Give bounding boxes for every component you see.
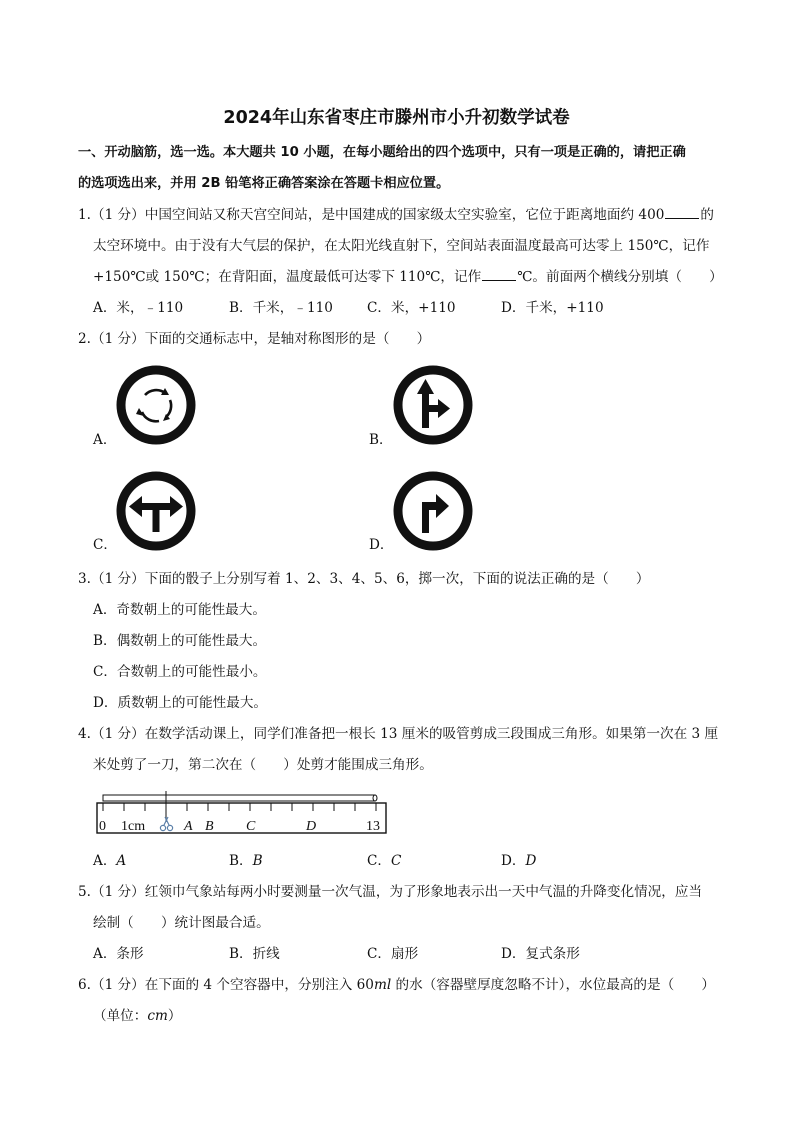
- q1-line1-end: 的: [700, 207, 714, 223]
- q2-stem: 2.（1 分）下面的交通标志中，是轴对称图形的是（ ）: [78, 331, 431, 347]
- q5-option-d[interactable]: D．复式条形: [501, 946, 580, 962]
- q3-option-b[interactable]: B．偶数朝上的可能性最大。: [93, 633, 267, 649]
- turn-right-icon[interactable]: [392, 470, 474, 552]
- q1-option-d[interactable]: D．千米，+110: [501, 300, 604, 316]
- q4-line1: 4.（1 分）在数学活动课上，同学们准备把一根长 13 厘米的吸管剪成三段围成三角形。如果第一次在 3 厘: [78, 726, 719, 742]
- q4-option-d[interactable]: [501, 852, 536, 870]
- q3-stem: 3.（1 分）下面的骰子上分别写着 1、2、3、4、5、6，掷一次，下面的说法正确的是（ ）: [78, 571, 650, 587]
- q4-option-b-label: B．: [229, 853, 253, 869]
- q3-option-c[interactable]: C．合数朝上的可能性最小。: [93, 664, 267, 680]
- q5-option-a[interactable]: A．条形: [93, 946, 144, 962]
- q4-option-d-label: D．: [501, 853, 526, 869]
- ruler-figure: [96, 790, 388, 836]
- left-or-right-icon[interactable]: [115, 470, 197, 552]
- q5-line1: 5.（1 分）红领巾气象站每两小时要测量一次气温，为了形象地表示出一天中气温的升降变化情况，应当: [78, 884, 703, 900]
- q2-option-d[interactable]: D．: [369, 537, 394, 553]
- q4-option-a[interactable]: [93, 852, 126, 870]
- ruler-label-zero: 0: [99, 819, 106, 834]
- q1-blank-2[interactable]: [482, 268, 516, 281]
- q2-option-a[interactable]: A．: [93, 432, 117, 448]
- q3-option-d[interactable]: D．质数朝上的可能性最大。: [93, 695, 268, 711]
- q1-line3-text: +150℃或 150℃；在背阳面，温度最低可达零下 110℃，记作: [93, 269, 482, 285]
- q1-option-a[interactable]: A．米，﹣110: [93, 300, 184, 316]
- ruler-label-d: D: [306, 819, 317, 834]
- q1-line3-end: ℃。前面两个横线分别填（ ）: [517, 269, 723, 285]
- q4-option-b[interactable]: [229, 852, 263, 870]
- q4-option-a-value: A: [116, 853, 127, 869]
- ruler-label-b: B: [205, 819, 214, 834]
- q6-unit-prefix: （单位：: [93, 1008, 148, 1024]
- ruler-label-c: C: [246, 819, 256, 834]
- q6-unit-ml: ml: [373, 977, 392, 993]
- section-heading-line2: 的选项选出来，并用 2B 铅笔将正确答案涂在答题卡相应位置。: [78, 176, 450, 191]
- q1-line2: 太空环境中。由于没有大气层的保护，在太阳光线直射下，空间站表面温度最高可达零上 150℃，记作: [93, 238, 710, 254]
- q5-line2: 绘制（ ）统计图最合适。: [93, 915, 270, 931]
- q6-line1-end: 的水（容器壁厚度忽略不计），水位最高的是（ ）: [391, 977, 715, 993]
- q2-option-b[interactable]: B．: [369, 432, 393, 448]
- q4-option-a-label: A．: [93, 853, 117, 869]
- q6-line2: [93, 1007, 181, 1025]
- q4-option-d-value: D: [525, 853, 537, 869]
- q5-option-b[interactable]: B．折线: [229, 946, 280, 962]
- q6-unit-cm: cm: [147, 1008, 168, 1024]
- q4-option-b-value: B: [252, 853, 263, 869]
- q1-option-c[interactable]: C．米，+110: [367, 300, 456, 316]
- q1-line1-text: 1.（1 分）中国空间站又称天宫空间站，是中国建成的国家级太空实验室，它位于距离地面约 400: [78, 207, 665, 223]
- q1-blank-1[interactable]: [665, 206, 699, 219]
- q5-option-c[interactable]: C．扇形: [367, 946, 419, 962]
- q4-option-c-label: C．: [367, 853, 391, 869]
- ruler-label-unit: 1cm: [121, 819, 146, 834]
- ruler-label-a: A: [184, 819, 193, 834]
- q6-unit-suffix: ）: [167, 1008, 182, 1024]
- roundabout-icon[interactable]: [115, 364, 197, 446]
- section-heading-line1: 一、开动脑筋，选一选。本大题共 10 小题，在每小题给出的四个选项中，只有一项是正确的，请把正确: [78, 145, 686, 160]
- page-title: 2024年山东省枣庄市滕州市小升初数学试卷: [223, 108, 570, 128]
- ruler-label-end: 13: [366, 819, 380, 834]
- q6-line1-text: 6.（1 分）在下面的 4 个空容器中，分别注入 60: [78, 977, 374, 993]
- straight-or-right-icon[interactable]: [392, 364, 474, 446]
- q4-line2: 米处剪了一刀，第二次在（ ）处剪才能围成三角形。: [93, 757, 433, 773]
- q4-option-c[interactable]: [367, 852, 401, 870]
- q1-line1: [78, 206, 714, 224]
- q6-line1: [78, 976, 715, 994]
- q4-option-c-value: C: [391, 853, 402, 869]
- q1-option-b[interactable]: B．千米，﹣110: [229, 300, 333, 316]
- q2-option-c[interactable]: C．: [93, 537, 117, 553]
- q3-option-a[interactable]: A．奇数朝上的可能性最大。: [93, 602, 266, 618]
- q1-line3: [93, 268, 723, 286]
